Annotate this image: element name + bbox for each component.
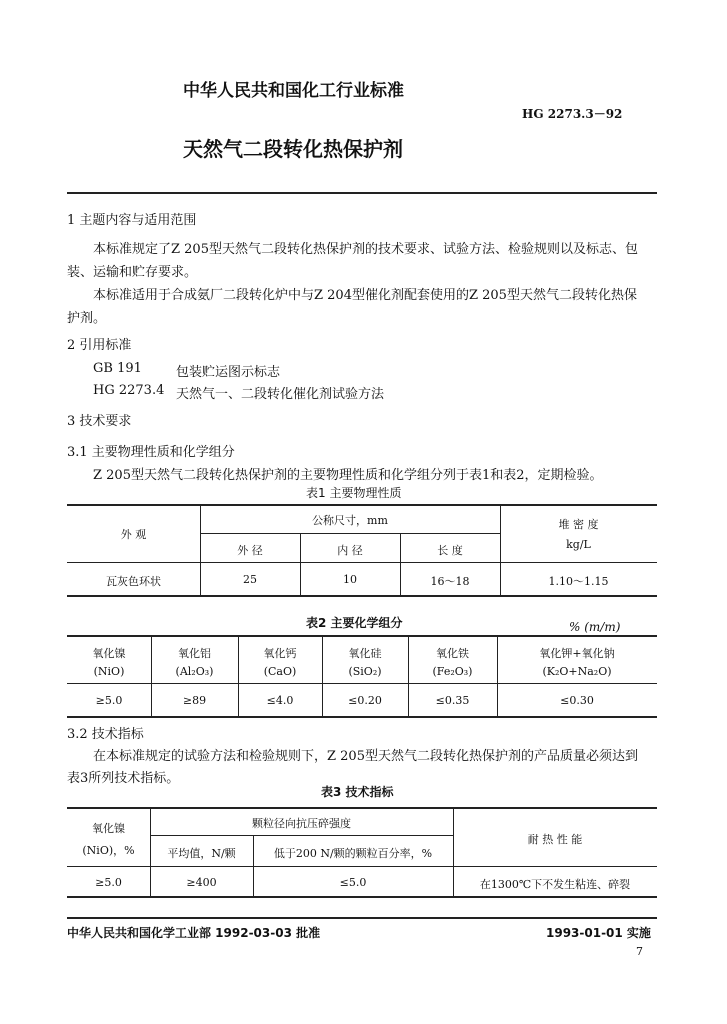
t1-header-length: 长 度 xyxy=(437,544,463,557)
page-number: 7 xyxy=(636,945,643,958)
t2-cell-sio2: ≤0.20 xyxy=(348,694,382,707)
t2-header-nio-formula: (NiO) xyxy=(93,665,125,678)
t1-header-appearance: 外 观 xyxy=(120,528,147,541)
t2-cell-nio: ≥5.0 xyxy=(95,694,123,707)
org-title: 中华人民共和国化工行业标准 xyxy=(183,81,404,101)
t2-header-k2o-na2o-name: 氧化钾+氧化钠 xyxy=(539,647,615,660)
t2-cell-al2o3: ≥89 xyxy=(182,694,207,707)
document-title: 天然气二段转化热保护剂 xyxy=(183,137,403,161)
section-3-1-heading: 3.1 主要物理性质和化学组分 xyxy=(67,445,235,460)
t2-header-sio2-formula: (SiO₂) xyxy=(348,665,382,678)
ref1-title: 包装贮运图示标志 xyxy=(176,365,281,380)
section-3-2-heading: 3.2 技术指标 xyxy=(67,727,144,742)
section-3-2-line1: 在本标准规定的试验方法和检验规则下，Z 205型天然气二段转化热保护剂的产品质量必须达到 xyxy=(93,749,638,764)
standard-code: HG 2273.3－92 xyxy=(522,107,623,121)
t1-header-id: 内 径 xyxy=(337,544,363,557)
t2-header-k2o-na2o-formula: (K₂O+Na₂O) xyxy=(542,665,612,678)
ref2-title: 天然气一、二段转化催化剂试验方法 xyxy=(176,387,385,402)
ref1-code: GB 191 xyxy=(93,361,142,376)
section-1-heading: 1 主题内容与适用范围 xyxy=(67,213,197,228)
s1-para2-line1: 本标准适用于合成氨厂二段转化炉中与Z 204型催化剂配套使用的Z 205型天然气二段转化热保 xyxy=(93,288,637,303)
t2-header-cao-formula: (CaO) xyxy=(263,665,297,678)
t2-header-nio-name: 氧化镍 xyxy=(92,647,126,660)
t3-cell-percent-below: ≤5.0 xyxy=(339,876,367,889)
t2-cell-fe2o3: ≤0.35 xyxy=(435,694,470,707)
t2-cell-cao: ≤4.0 xyxy=(266,694,294,707)
t1-header-od: 外 径 xyxy=(237,544,263,557)
t3-cell-heat-resistance: 在1300℃下不发生粘连、碎裂 xyxy=(479,878,631,891)
section-3-2-line2: 表3所列技术指标。 xyxy=(67,771,180,786)
t3-header-average: 平均值，N/颗 xyxy=(167,847,236,860)
t3-cell-average: ≥400 xyxy=(186,876,217,889)
t3-cell-nio: ≥5.0 xyxy=(95,876,122,889)
t3-header-percent-below: 低于200 N/颗的颗粒百分率，% xyxy=(273,847,433,860)
t3-header-heat-resistance: 耐 热 性 能 xyxy=(527,833,583,846)
approval-info: 中华人民共和国化学工业部 1992-03-03 批准 xyxy=(67,926,321,940)
t1-cell-od: 25 xyxy=(243,573,257,586)
t1-cell-density: 1.10～1.15 xyxy=(548,575,609,588)
s1-para1-line2: 装、运输和贮存要求。 xyxy=(67,265,198,280)
header-rule xyxy=(67,192,657,194)
t1-header-size: 公称尺寸，mm xyxy=(312,514,388,527)
effective-date: 1993-01-01 实施 xyxy=(546,926,651,940)
t3-header-nio-line2: (NiO)，% xyxy=(82,844,135,857)
t2-header-al2o3-formula: (Al₂O₃) xyxy=(175,665,214,678)
table3-caption: 表3 技术指标 xyxy=(321,785,394,799)
t2-header-al2o3-name: 氧化铝 xyxy=(178,647,211,660)
t3-header-nio-line1: 氧化镍 xyxy=(92,822,125,835)
t1-cell-id: 10 xyxy=(343,573,357,586)
t1-cell-appearance: 瓦灰色环状 xyxy=(106,575,161,588)
t2-cell-k2o-na2o: ≤0.30 xyxy=(560,694,594,707)
s1-para1-line1: 本标准规定了Z 205型天然气二段转化热保护剂的技术要求、试验方法、检验规则以及标志、包 xyxy=(93,242,638,257)
t2-header-fe2o3-formula: (Fe₂O₃) xyxy=(432,665,473,678)
section-3-1-text: Z 205型天然气二段转化热保护剂的主要物理性质和化学组分列于表1和表2，定期检验。 xyxy=(93,468,603,483)
section-3-heading: 3 技术要求 xyxy=(67,414,132,429)
t2-header-cao-name: 氧化钙 xyxy=(263,647,297,660)
t3-header-crush-strength: 颗粒径向抗压碎强度 xyxy=(252,817,351,830)
table2-caption: 表2 主要化学组分 xyxy=(306,616,403,630)
t2-header-fe2o3-name: 氧化铁 xyxy=(436,647,469,660)
ref2-code: HG 2273.4 xyxy=(93,383,165,398)
t2-header-sio2-name: 氧化硅 xyxy=(348,647,382,660)
t1-header-density-unit: kg/L xyxy=(566,538,591,551)
s1-para2-line2: 护剂。 xyxy=(67,311,107,326)
table1-caption: 表1 主要物理性质 xyxy=(306,486,402,500)
t1-header-density: 堆 密 度 xyxy=(558,518,599,531)
t1-cell-length: 16～18 xyxy=(430,575,470,588)
table2-unit: % (m/m) xyxy=(569,620,621,634)
section-2-heading: 2 引用标准 xyxy=(67,338,132,353)
footer-rule xyxy=(67,917,657,919)
